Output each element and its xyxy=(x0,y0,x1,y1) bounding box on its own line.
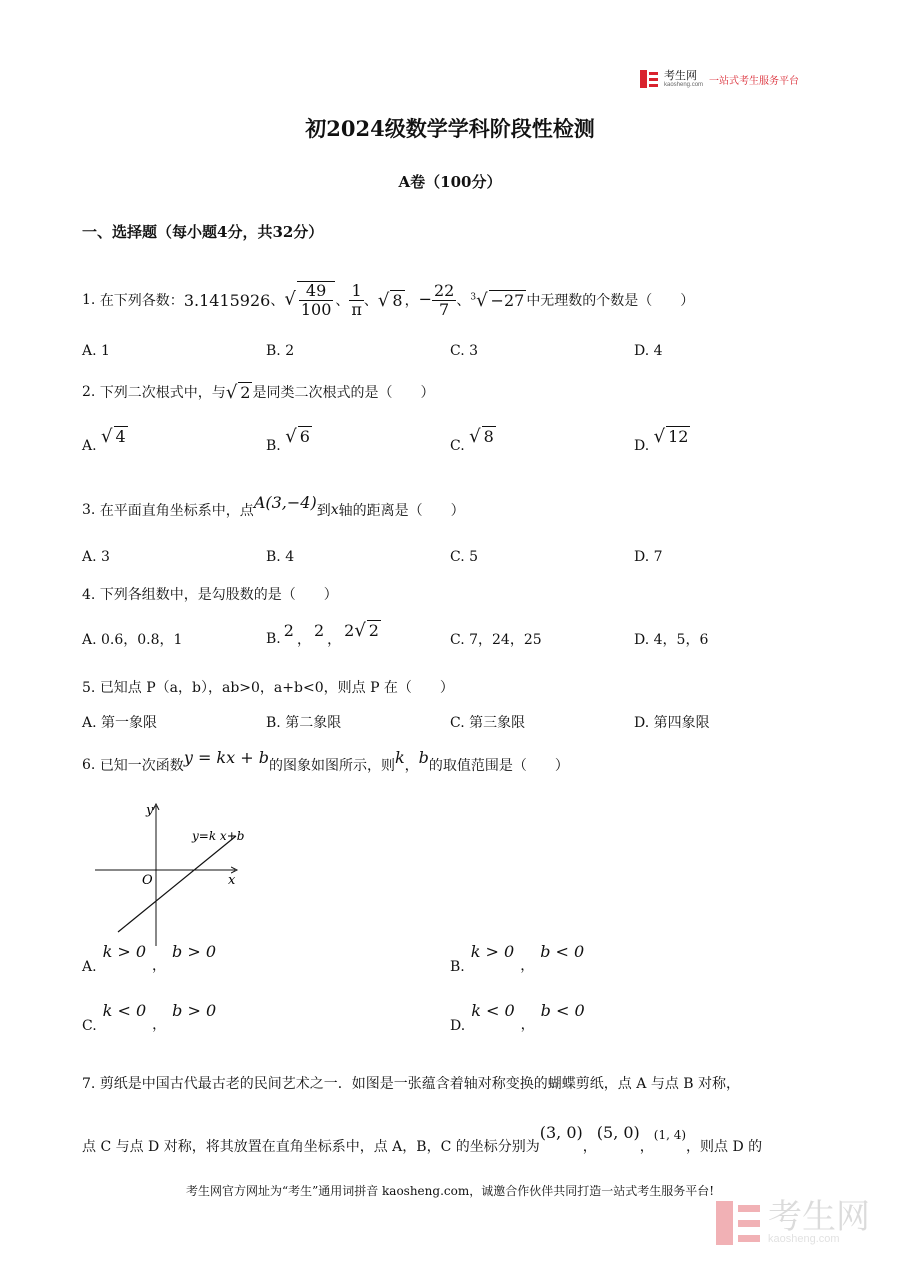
question-tail: 轴的距离是（ ） xyxy=(338,503,465,519)
negative-fraction: − $\frac{22}{7}$ xyxy=(418,280,455,319)
option-b[interactable]: B. 第二象限 xyxy=(266,715,342,731)
question-7: 7. 剪纸是中国古代最古老的民间艺术之一．如图是一张蕴含着轴对称变换的蝴蝶剪纸，点 A 与点 B 对称， xyxy=(82,1076,741,1092)
question-4: 4. 下列各组数中，是勾股数的是（ ） xyxy=(82,587,338,603)
watermark-text: 考生网 xyxy=(768,1198,870,1236)
option-d[interactable]: D. √ 12 xyxy=(634,426,689,454)
question-7-line-2: 点 C 与点 D 对称，将其放置在直角坐标系中，点 A，B，C 的坐标分别为 (3, 0) ， (5, 0) ， (1, 4) ， 则点 D 的 xyxy=(82,1123,763,1155)
option-d[interactable]: D. k < 0 ， b < 0 xyxy=(450,1001,585,1034)
option-d[interactable]: D. 第四象限 xyxy=(634,715,710,731)
question-1 xyxy=(82,262,694,338)
frac-numerator: 49 xyxy=(305,281,327,301)
point-a: A(3,−4) xyxy=(253,492,317,512)
option-b[interactable]: B. 4 xyxy=(266,549,295,565)
page-title: 初2024级数学学科阶段性检测 xyxy=(305,116,595,141)
option-c[interactable]: C. 3 xyxy=(450,343,479,359)
number-value: 3.1415926 xyxy=(183,290,271,310)
brand-name: 考生网 xyxy=(664,69,697,82)
origin-label: O xyxy=(142,873,153,888)
page-subtitle: A卷（100分） xyxy=(398,173,502,191)
question-number: 3. xyxy=(82,502,96,518)
sqrt-eight: √ 8 xyxy=(377,289,403,311)
question-number: 1. xyxy=(82,292,96,308)
question-6: 6. 已知一次函数 y = kx + b 的图象如图所示，则 k ， b 的取值范围是（ ） xyxy=(82,747,569,774)
function-expression: y = kx + b xyxy=(183,747,269,767)
fraction-one-over-pi: $\frac{1}{\pi}$ xyxy=(351,280,362,319)
separator: 、 xyxy=(270,293,285,309)
option-c[interactable]: C. k < 0 ， b > 0 xyxy=(82,1001,217,1034)
y-axis-label: y xyxy=(146,803,154,818)
watermark xyxy=(716,1200,870,1245)
option-c[interactable]: C. 7，24，25 xyxy=(450,632,542,648)
option-a[interactable]: A. k > 0 ， b > 0 xyxy=(82,942,217,975)
frac-denominator: 100 xyxy=(300,300,332,319)
question-tail: 是同类二次根式的是（ ） xyxy=(252,385,435,401)
question-3: 3. 在平面直角坐标系中，点 A(3,−4) 到 x 轴的距离是（ ） xyxy=(82,492,465,519)
sqrt-two: √ 2 xyxy=(225,381,251,403)
option-d[interactable]: D. 7 xyxy=(634,549,663,565)
function-line xyxy=(118,836,236,932)
option-a[interactable]: A. 第一象限 xyxy=(82,715,158,731)
option-c[interactable]: C. √ 8 xyxy=(450,426,494,454)
question-lead: 在下列各数： xyxy=(99,293,184,309)
question-lead: 下列二次根式中，与 xyxy=(99,385,226,401)
line-label: y=k x+b xyxy=(192,829,245,843)
option-b[interactable]: B. √ 6 xyxy=(266,426,310,454)
option-b[interactable]: B. 2 xyxy=(266,343,295,359)
separator: 、 xyxy=(456,293,471,309)
comma: ， xyxy=(404,293,419,309)
brand-slogan: 一站式考生服务平台 xyxy=(709,75,800,87)
linear-function-graph xyxy=(90,798,260,948)
option-a[interactable]: A. 0.6，0.8，1 xyxy=(82,632,183,648)
brand-logo xyxy=(640,70,799,88)
option-c[interactable]: C. 第三象限 xyxy=(450,715,526,731)
section-heading: 一、选择题（每小题4分，共32分） xyxy=(82,223,324,241)
option-d[interactable]: D. 4，5，6 xyxy=(634,632,709,648)
option-a[interactable]: A. √ 4 xyxy=(82,426,126,454)
watermark-domain: kaosheng.com xyxy=(768,1233,840,1245)
cube-root: $^3$√ −27 xyxy=(470,289,525,311)
question-lead: 在平面直角坐标系中，点 xyxy=(99,503,254,519)
x-axis-label: x xyxy=(228,873,236,888)
separator: 、 xyxy=(363,293,378,309)
option-c[interactable]: C. 5 xyxy=(450,549,479,565)
brand-domain: kaosheng.com xyxy=(664,81,704,88)
brand-mark-icon xyxy=(640,70,658,88)
page-footer: 考生网官方网址为“考生”通用词拼音 kaosheng.com，诚邀合作伙伴共同打造一站式考生服务平台! xyxy=(185,1184,715,1198)
option-a[interactable]: A. 1 xyxy=(82,343,110,359)
question-5: 5. 已知点 P（a，b），ab>0，a+b<0，则点 P 在（ ） xyxy=(82,680,454,696)
question-tail: 中无理数的个数是（ ） xyxy=(526,293,695,309)
separator: 、 xyxy=(335,293,350,309)
option-b[interactable]: B. 2 ， 2 ， 2√ 2 xyxy=(266,620,379,648)
question-2 xyxy=(82,372,434,412)
sqrt-fraction: √ $\frac{49}{100}$ xyxy=(284,281,335,318)
brand-text xyxy=(664,71,703,88)
watermark-mark-icon xyxy=(716,1201,760,1245)
option-b[interactable]: B. k > 0 ， b < 0 xyxy=(450,942,585,975)
question-number: 2. xyxy=(82,384,96,400)
option-a[interactable]: A. 3 xyxy=(82,549,110,565)
option-d[interactable]: D. 4 xyxy=(634,343,663,359)
